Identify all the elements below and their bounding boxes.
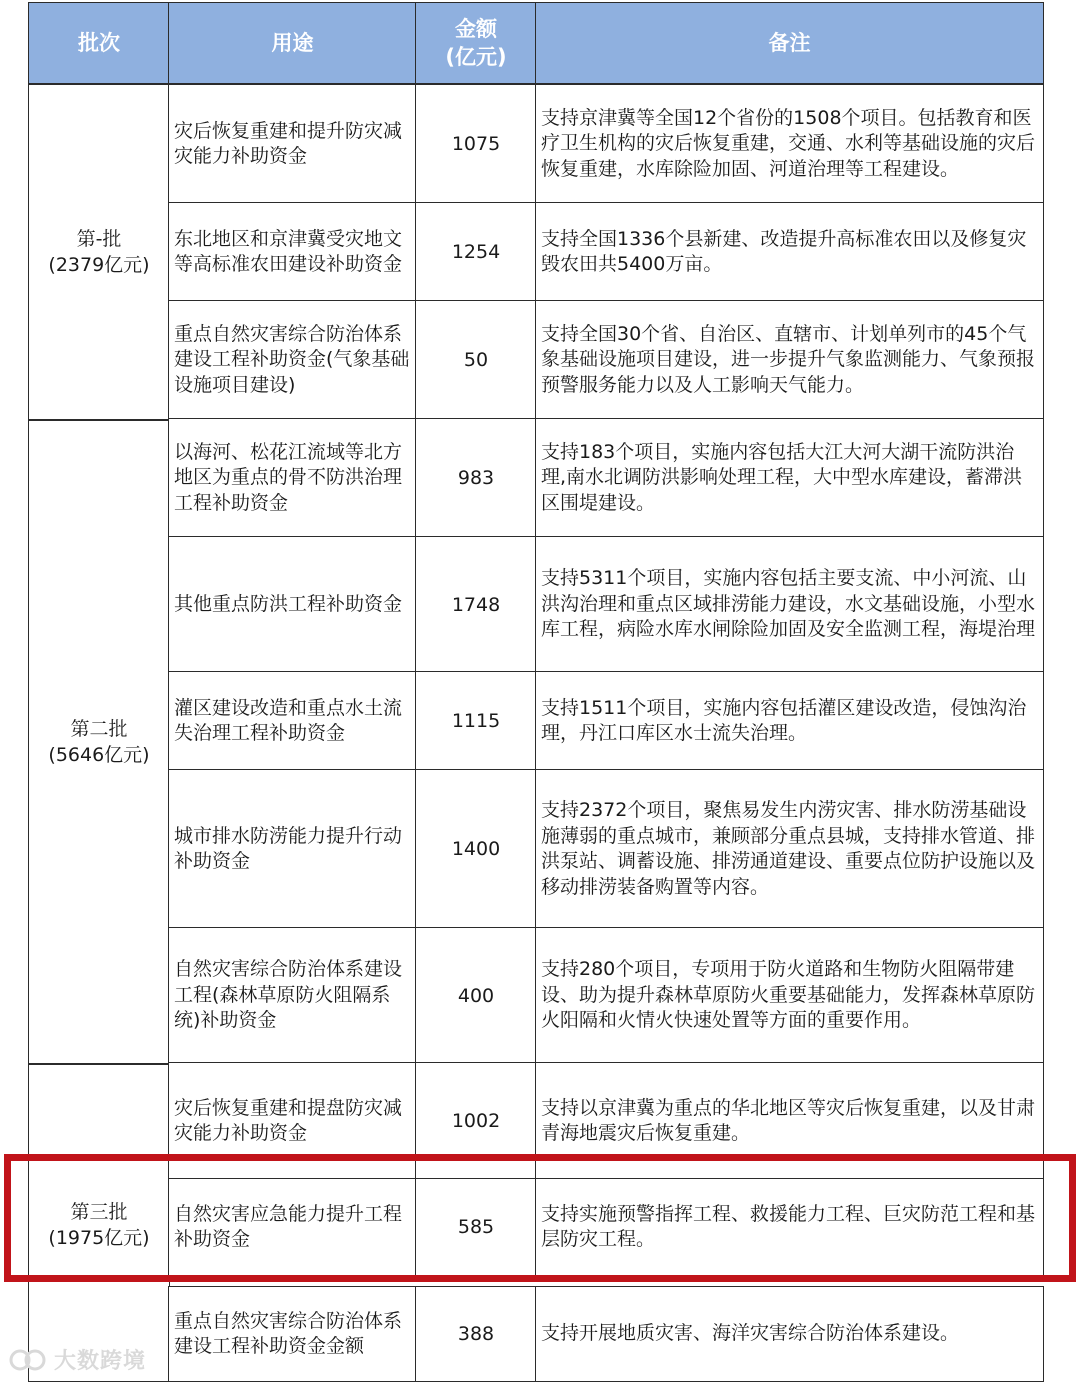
remark-text: 支持2372个项目，聚焦易发生内涝灾害、排水防涝基础设施薄弱的重点城市，兼顾部分重点县城，支持排水管道、排洪泵站、调蓄设施、排涝通道建设、重要点位防护设施以及移动排涝装备购置等内容。 bbox=[541, 799, 1036, 898]
usage-cell bbox=[168, 1178, 417, 1276]
remark-cell bbox=[535, 927, 1044, 1064]
header-amount bbox=[415, 2, 537, 84]
amount-cell bbox=[415, 300, 537, 420]
remark-text: 支持全国30个省、自治区、直辖市、计划单列市的45个气象基础设施项目建设，进一步提升气象监测能力、气象预报预警服务能力以及人工影响天气能力。 bbox=[541, 322, 1036, 396]
watermark-logo-icon bbox=[8, 1346, 48, 1374]
usage-cell bbox=[168, 300, 417, 420]
header-batch bbox=[28, 2, 170, 84]
remark-text: 支持开展地质灾害、海洋灾害综合防治体系建设。 bbox=[541, 1322, 960, 1345]
usage-cell bbox=[168, 202, 417, 302]
remark-cell bbox=[535, 202, 1044, 302]
remark-cell bbox=[535, 671, 1044, 771]
amount-value: 388 bbox=[457, 1323, 495, 1345]
batch-name: 第-批 bbox=[76, 228, 122, 250]
amount-value: 400 bbox=[457, 984, 495, 1007]
header-remark-label: 备注 bbox=[768, 31, 811, 55]
batch-name: 第二批 bbox=[70, 718, 128, 740]
batch-total: (1975亿元) bbox=[48, 1227, 150, 1249]
header-remark bbox=[535, 2, 1044, 84]
remark-text: 支持以京津冀为重点的华北地区等灾后恢复重建，以及甘肃青海地震灾后恢复重建。 bbox=[541, 1096, 1036, 1144]
batch-cell-3 bbox=[28, 1064, 170, 1382]
usage-text: 灾后恢复重建和提盘防灾减灾能力补助资金 bbox=[174, 1096, 403, 1144]
amount-value: 1115 bbox=[451, 710, 501, 732]
remark-cell bbox=[535, 418, 1044, 538]
amount-value: 983 bbox=[457, 467, 495, 489]
usage-cell bbox=[168, 671, 417, 771]
amount-value: 585 bbox=[457, 1216, 495, 1238]
remark-cell bbox=[535, 1178, 1044, 1276]
amount-cell bbox=[415, 671, 537, 771]
amount-cell bbox=[415, 1062, 537, 1180]
amount-cell bbox=[415, 927, 537, 1064]
usage-text: 灌区建设改造和重点水土流失治理工程补助资金 bbox=[174, 696, 403, 744]
header-batch-label: 批次 bbox=[78, 31, 120, 55]
batch-cell-2 bbox=[28, 420, 170, 1064]
amount-value: 50 bbox=[463, 349, 489, 371]
usage-text: 灾后恢复重建和提升防灾减灾能力补助资金 bbox=[174, 119, 403, 167]
usage-text: 以海河、松花江流域等北方地区为重点的骨不防洪治理工程补助资金 bbox=[174, 440, 403, 514]
batch-name: 第三批 bbox=[70, 1201, 128, 1223]
amount-cell bbox=[415, 1178, 537, 1276]
batch-total: (5646亿元) bbox=[48, 744, 150, 766]
usage-cell bbox=[168, 769, 417, 929]
usage-cell bbox=[168, 1062, 417, 1180]
usage-text: 重点自然灾害综合防治体系建设工程补助资金(气象基础设施项目建设) bbox=[174, 322, 410, 396]
usage-cell bbox=[168, 1286, 417, 1382]
amount-cell bbox=[415, 769, 537, 929]
remark-text: 支持京津冀等全国12个省份的1508个项目。包括教育和医疗卫生机构的灾后恢复重建，交通、水利等基础设施的灾后恢复重建，水库除险加固、河道治理等工程建设。 bbox=[541, 106, 1036, 180]
batch-cell-1 bbox=[28, 84, 170, 420]
usage-text: 东北地区和京津冀受灾地文等高标准农田建设补助资金 bbox=[174, 227, 403, 275]
remark-text: 支持全国1336个县新建、改造提升高标准农田以及修复灾毁农田共5400万亩。 bbox=[541, 227, 1027, 275]
usage-cell bbox=[168, 536, 417, 673]
remark-cell bbox=[535, 769, 1044, 929]
usage-cell bbox=[168, 418, 417, 538]
amount-value: 1002 bbox=[451, 1110, 501, 1132]
usage-cell bbox=[168, 84, 417, 204]
usage-text: 城市排水防涝能力提升行动补助资金 bbox=[174, 824, 403, 872]
remark-cell bbox=[535, 1062, 1044, 1180]
remark-text: 支持280个项目，专项用于防火道路和生物防火阻隔带建设、助为提升森林草原防火重要基础能力，发挥森林草原防火阳隔和火情火快速处置等方面的重要作用。 bbox=[541, 958, 1036, 1032]
remark-text: 支持183个项目，实施内容包括大江大河大湖干流防洪治理,南水北调防洪影响处理工程，大中型水库建设，蓄滞洪区围堤建设。 bbox=[541, 440, 1023, 514]
watermark-text: 大数跨境 bbox=[54, 1349, 147, 1374]
usage-text: 其他重点防洪工程补助资金 bbox=[174, 592, 403, 615]
remark-cell bbox=[535, 1286, 1044, 1382]
amount-cell bbox=[415, 1286, 537, 1382]
remark-text: 支持5311个项目，实施内容包括主要支流、中小河流、山洪沟治理和重点区域排涝能力建设，水文基础设施，小型水库工程，病险水库水闸除险加固及安全监测工程，海堤治理 bbox=[541, 567, 1036, 641]
amount-value: 1400 bbox=[451, 838, 501, 860]
remark-cell bbox=[535, 84, 1044, 204]
remark-text: 支持实施预警指挥工程、救援能力工程、巨灾防范工程和基层防灾工程。 bbox=[541, 1202, 1036, 1250]
amount-cell bbox=[415, 536, 537, 673]
remark-cell bbox=[535, 536, 1044, 673]
header-amount-label: 金额 bbox=[455, 17, 497, 41]
remark-cell bbox=[535, 300, 1044, 420]
header-usage bbox=[168, 2, 417, 84]
amount-cell bbox=[415, 418, 537, 538]
usage-text: 自然灾害应急能力提升工程补助资金 bbox=[174, 1202, 403, 1250]
remark-text: 支持1511个项目，实施内容包括灌区建设改造，侵蚀沟治理，丹江口库区水士流失治理。 bbox=[541, 696, 1027, 744]
amount-value: 1748 bbox=[451, 593, 501, 616]
watermark bbox=[8, 1344, 146, 1375]
header-usage-label: 用途 bbox=[271, 31, 314, 55]
amount-value: 1075 bbox=[451, 133, 501, 155]
amount-cell bbox=[415, 202, 537, 302]
header-amount-unit: (亿元) bbox=[445, 45, 507, 69]
amount-cell bbox=[415, 84, 537, 204]
usage-text: 重点自然灾害综合防治体系建设工程补助资金金额 bbox=[174, 1309, 403, 1357]
usage-text: 自然灾害综合防治体系建设工程(森林草原防火阻隔系统)补助资金 bbox=[174, 958, 403, 1032]
amount-value: 1254 bbox=[451, 241, 501, 263]
usage-cell bbox=[168, 927, 417, 1064]
batch-total: (2379亿元) bbox=[48, 254, 150, 276]
